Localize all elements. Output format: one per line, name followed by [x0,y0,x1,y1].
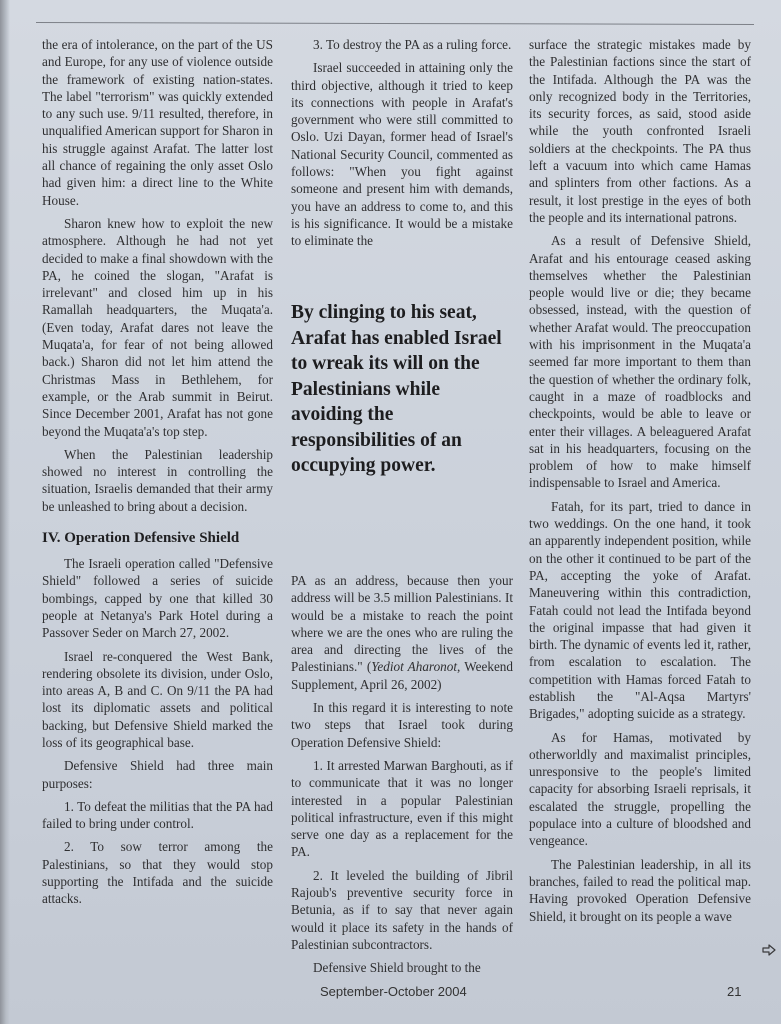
paragraph: As a result of Defensive Shield, Arafat and his entourage ceased asking themselves whether the Palestinian people would live or die; they became obsessed, instead, with the question of whether Arafat would. The preoccupation with his imprisonment in the Muqata'a seemed far more important to them than the question of whether the ordinary folk, caught in a maze of roadblocks and checkpoints, would be able to leave or enter their villages. A beleaguered Arafat sat in his headquarters, focusing on the problem of how to make himself indispensable to Israel and America. [529,233,751,491]
section-heading: IV. Operation Defensive Shield [42,530,240,547]
list-item: 1. It arrested Marwan Barghouti, as if to communicate that it was no longer interested in a popular Palestinian political infrastructure, even if this might serve one day as a replacement for the PA. [291,757,513,860]
paragraph: Sharon knew how to exploit the new atmosphere. Although he had not yet decided to make a final showdown with the PA, he coined the slogan, "Arafat is irrelevant" and closed him up in his Ramallah headquarters, the Muqata'a. (Even today, Arafat dares not leave the Muqata'a, for fear of not being allowed back.) Sharon did not let him attend the Christmas Mass in Bethlehem, for example, or the Arab summit in Beirut. Since December 2001, Arafat has not gone beyond the Muqata'a's top step. [42,215,273,439]
paragraph: Defensive Shield brought to the [313,960,481,976]
paragraph: Israel succeeded in attaining only the third objective, although it tried to keep its connections with people in Arafat's government who were still committed to Oslo. Uzi Dayan, former head of Israel's National Security Council, commented as follows: "When you fight against someone and present him with demands, you have an address to come to, and this is his significance. It would be a mistake to eliminate the [291,60,513,249]
page-number: 21 [727,984,742,999]
paragraph: surface the strategic mistakes made by the Palestinian factions since the start of the Intifada. Although the PA was the only recognized body in the Territories, its security forces, as said, stood aside while the youth confronted Israeli soldiers at the checkpoints. The PA thus left a vacuum into which came Hamas and splinters from other factions. As a result, it lost prestige in the eyes of both the people and its international patrons. [529,37,751,225]
column-3 [529,36,751,931]
column-2-top [291,36,513,256]
paragraph: Defensive Shield had three main purposes: [42,758,273,791]
source-title: Yediot Aharonot [371,659,458,675]
list-item: 2. To sow terror among the Palestinians, so that they would stop supporting the Intifada and the suicide attacks. [42,839,273,907]
binding-shadow [0,0,10,1024]
continue-arrow-icon [762,944,776,956]
paragraph: The Palestinian leadership, in all its branches, failed to read the political map. Having provoked Operation Defensive Shield, it brought on its people a wave [529,856,751,924]
list-item: 2. It leveled the building of Jibril Rajoub's preventive security force in Betunia, as if to say that never again would it place its safety in the hands of Palestinian subcontractors. [291,867,513,952]
paragraph: When the Palestinian leadership showed no interest in controlling the situation, Israelis demanded that their army be unleashed to bring about a decision. [42,446,273,514]
issue-date: September-October 2004 [320,984,467,999]
paragraph: Fatah, for its part, tried to dance in two weddings. On the one hand, it took an apparently independent position, while on the other it continued to be part of the PA, accepting the yoke of Arafat. Maneuvering within this contradiction, Fatah could not lead the Intifada beyond the original impasse that had given it birth. The dynamic of events led it, rather, from escalation to escalation. The competition with Hamas forced Fatah to establish the "Al-Aqsa Martyrs' Brigades," adopting suicide as a strategy. [529,498,751,722]
list-item: 1. To defeat the militias that the PA had failed to bring under control. [42,798,273,832]
column-2-bottom [291,572,513,983]
column-1 [42,36,273,914]
paragraph: As for Hamas, motivated by otherworldly and maximalist principles, unresponsive to the people's limited capacity for absorbing Israeli reprisals, it escalated the struggle, propelling the populace into a culture of bloodshed and vengeance. [529,729,751,849]
list-item: 3. To destroy the PA as a ruling force. [313,37,512,52]
top-rule-divider [36,22,754,25]
paragraph: The Israeli operation called "Defensive Shield" followed a series of suicide bombings, capped by one that killed 30 people at Netanya's Park Hotel during a Passover Seder on March 27, 2002. [42,556,273,641]
paragraph: Israel re-conquered the West Bank, rendering obsolete its division, under Oslo, into areas A, B and C. On 9/11 the PA had lost its diplomatic assets and political backing, but Defensive Shield marked the loss of its geographical base. [42,648,273,750]
paragraph: the era of intolerance, on the part of the US and Europe, for any use of violence outside the framework of existing nation-states. The label "terrorism" was quickly extended to any such use. 9/11 resulted, therefore, in unqualified American support for Sharon in his struggle against Arafat. The latter lost all chance of regaining the only asset Oslo had given him: a direct line to the White House. [42,37,273,208]
pull-quote: By clinging to his seat, Arafat has enabled Israel to wreak its will on the Palestinians while avoiding the responsibilities of an occupying power. [291,302,502,476]
paragraph [291,572,513,693]
source-detail: , Weekend Supplement, April 26, 2002) [291,659,513,692]
paragraph: In this regard it is interesting to note two steps that Israel took during Operation Defensive Shield: [291,700,513,750]
quote-text: PA as an address, because then your address will be 3.5 million Palestinians. It would be a mistake to reach the point where we are the ones who are ruling the area and directing the lives of the Palestinians." ( [291,573,513,675]
